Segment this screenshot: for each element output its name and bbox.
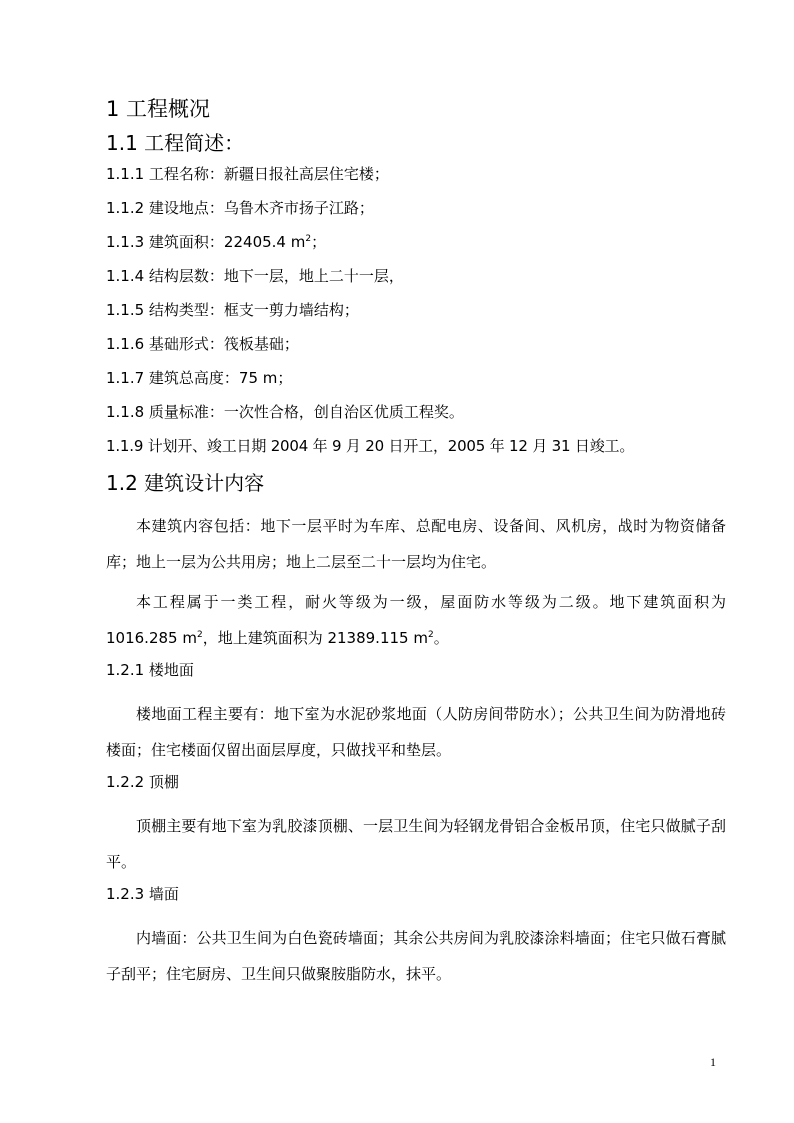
- fire-rating-text-2: ，地上建筑面积为 21389.115 m: [202, 629, 428, 647]
- ceiling-subsection-heading: 1.2.2 顶棚: [106, 773, 179, 791]
- building-height-item: 1.1.7 建筑总高度：75 m；: [106, 369, 293, 387]
- underground-area-superscript: 2: [196, 630, 203, 640]
- building-content-paragraph: 本建筑内容包括：地下一层平时为车库、总配电房、设备间、风机房，战时为物资储备库；地上一层为公共用房；地上二层至二十一层均为住宅。: [106, 517, 726, 571]
- building-area-suffix: ；: [311, 233, 327, 251]
- wall-subsection-heading: 1.2.3 墙面: [106, 885, 179, 903]
- fire-rating-text-1: 本工程属于一类工程，耐火等级为一级，屋面防水等级为二级。地下建筑面积为 1016.285 m: [106, 593, 726, 647]
- foundation-type-item: 1.1.6 基础形式：筏板基础；: [106, 335, 299, 353]
- ceiling-paragraph: 顶棚主要有地下室为乳胶漆顶棚、一层卫生间为轻钢龙骨铝合金板吊顶，住宅只做腻子刮平。: [106, 817, 726, 871]
- building-area-text: 1.1.3 建筑面积：22405.4 m: [106, 233, 306, 251]
- building-area-item: [106, 232, 726, 252]
- section-heading-design: 1.2 建筑设计内容: [106, 471, 265, 495]
- fire-rating-paragraph: [106, 584, 726, 656]
- above-ground-area-superscript: 2: [427, 630, 434, 640]
- structural-floors-item: 1.1.4 结构层数：地下一层，地上二十一层，: [106, 267, 404, 285]
- project-name-item: 1.1.1 工程名称：新疆日报社高层住宅楼；: [106, 165, 389, 183]
- fire-rating-text-3: 。: [433, 629, 449, 647]
- floor-subsection-heading: 1.2.1 楼地面: [106, 661, 194, 679]
- chapter-heading: 1 工程概况: [106, 97, 211, 121]
- building-area-superscript: 2: [305, 234, 312, 244]
- section-heading-overview: 1.1 工程简述：: [106, 131, 245, 155]
- construction-site-item: 1.1.2 建设地点：乌鲁木齐市扬子江路；: [106, 199, 374, 217]
- wall-paragraph: 内墙面：公共卫生间为白色瓷砖墙面；其余公共房间为乳胶漆涂料墙面；住宅只做石膏腻子刮平；住宅厨房、卫生间只做聚胺脂防水，抹平。: [106, 929, 726, 983]
- structure-type-item: 1.1.5 结构类型：框支一剪力墙结构；: [106, 301, 359, 319]
- page-number: 1: [710, 1055, 716, 1069]
- document-content: [106, 92, 726, 996]
- floor-paragraph: 楼地面工程主要有：地下室为水泥砂浆地面（人防房间带防水）；公共卫生间为防滑地砖楼面；住宅楼面仅留出面层厚度，只做找平和垫层。: [106, 705, 726, 759]
- schedule-item: 1.1.9 计划开、竣工日期 2004 年 9 月 20 日开工，2005 年 12 月 31 日竣工。: [106, 437, 635, 455]
- quality-standard-item: 1.1.8 质量标准：一次性合格，创自治区优质工程奖。: [106, 403, 464, 421]
